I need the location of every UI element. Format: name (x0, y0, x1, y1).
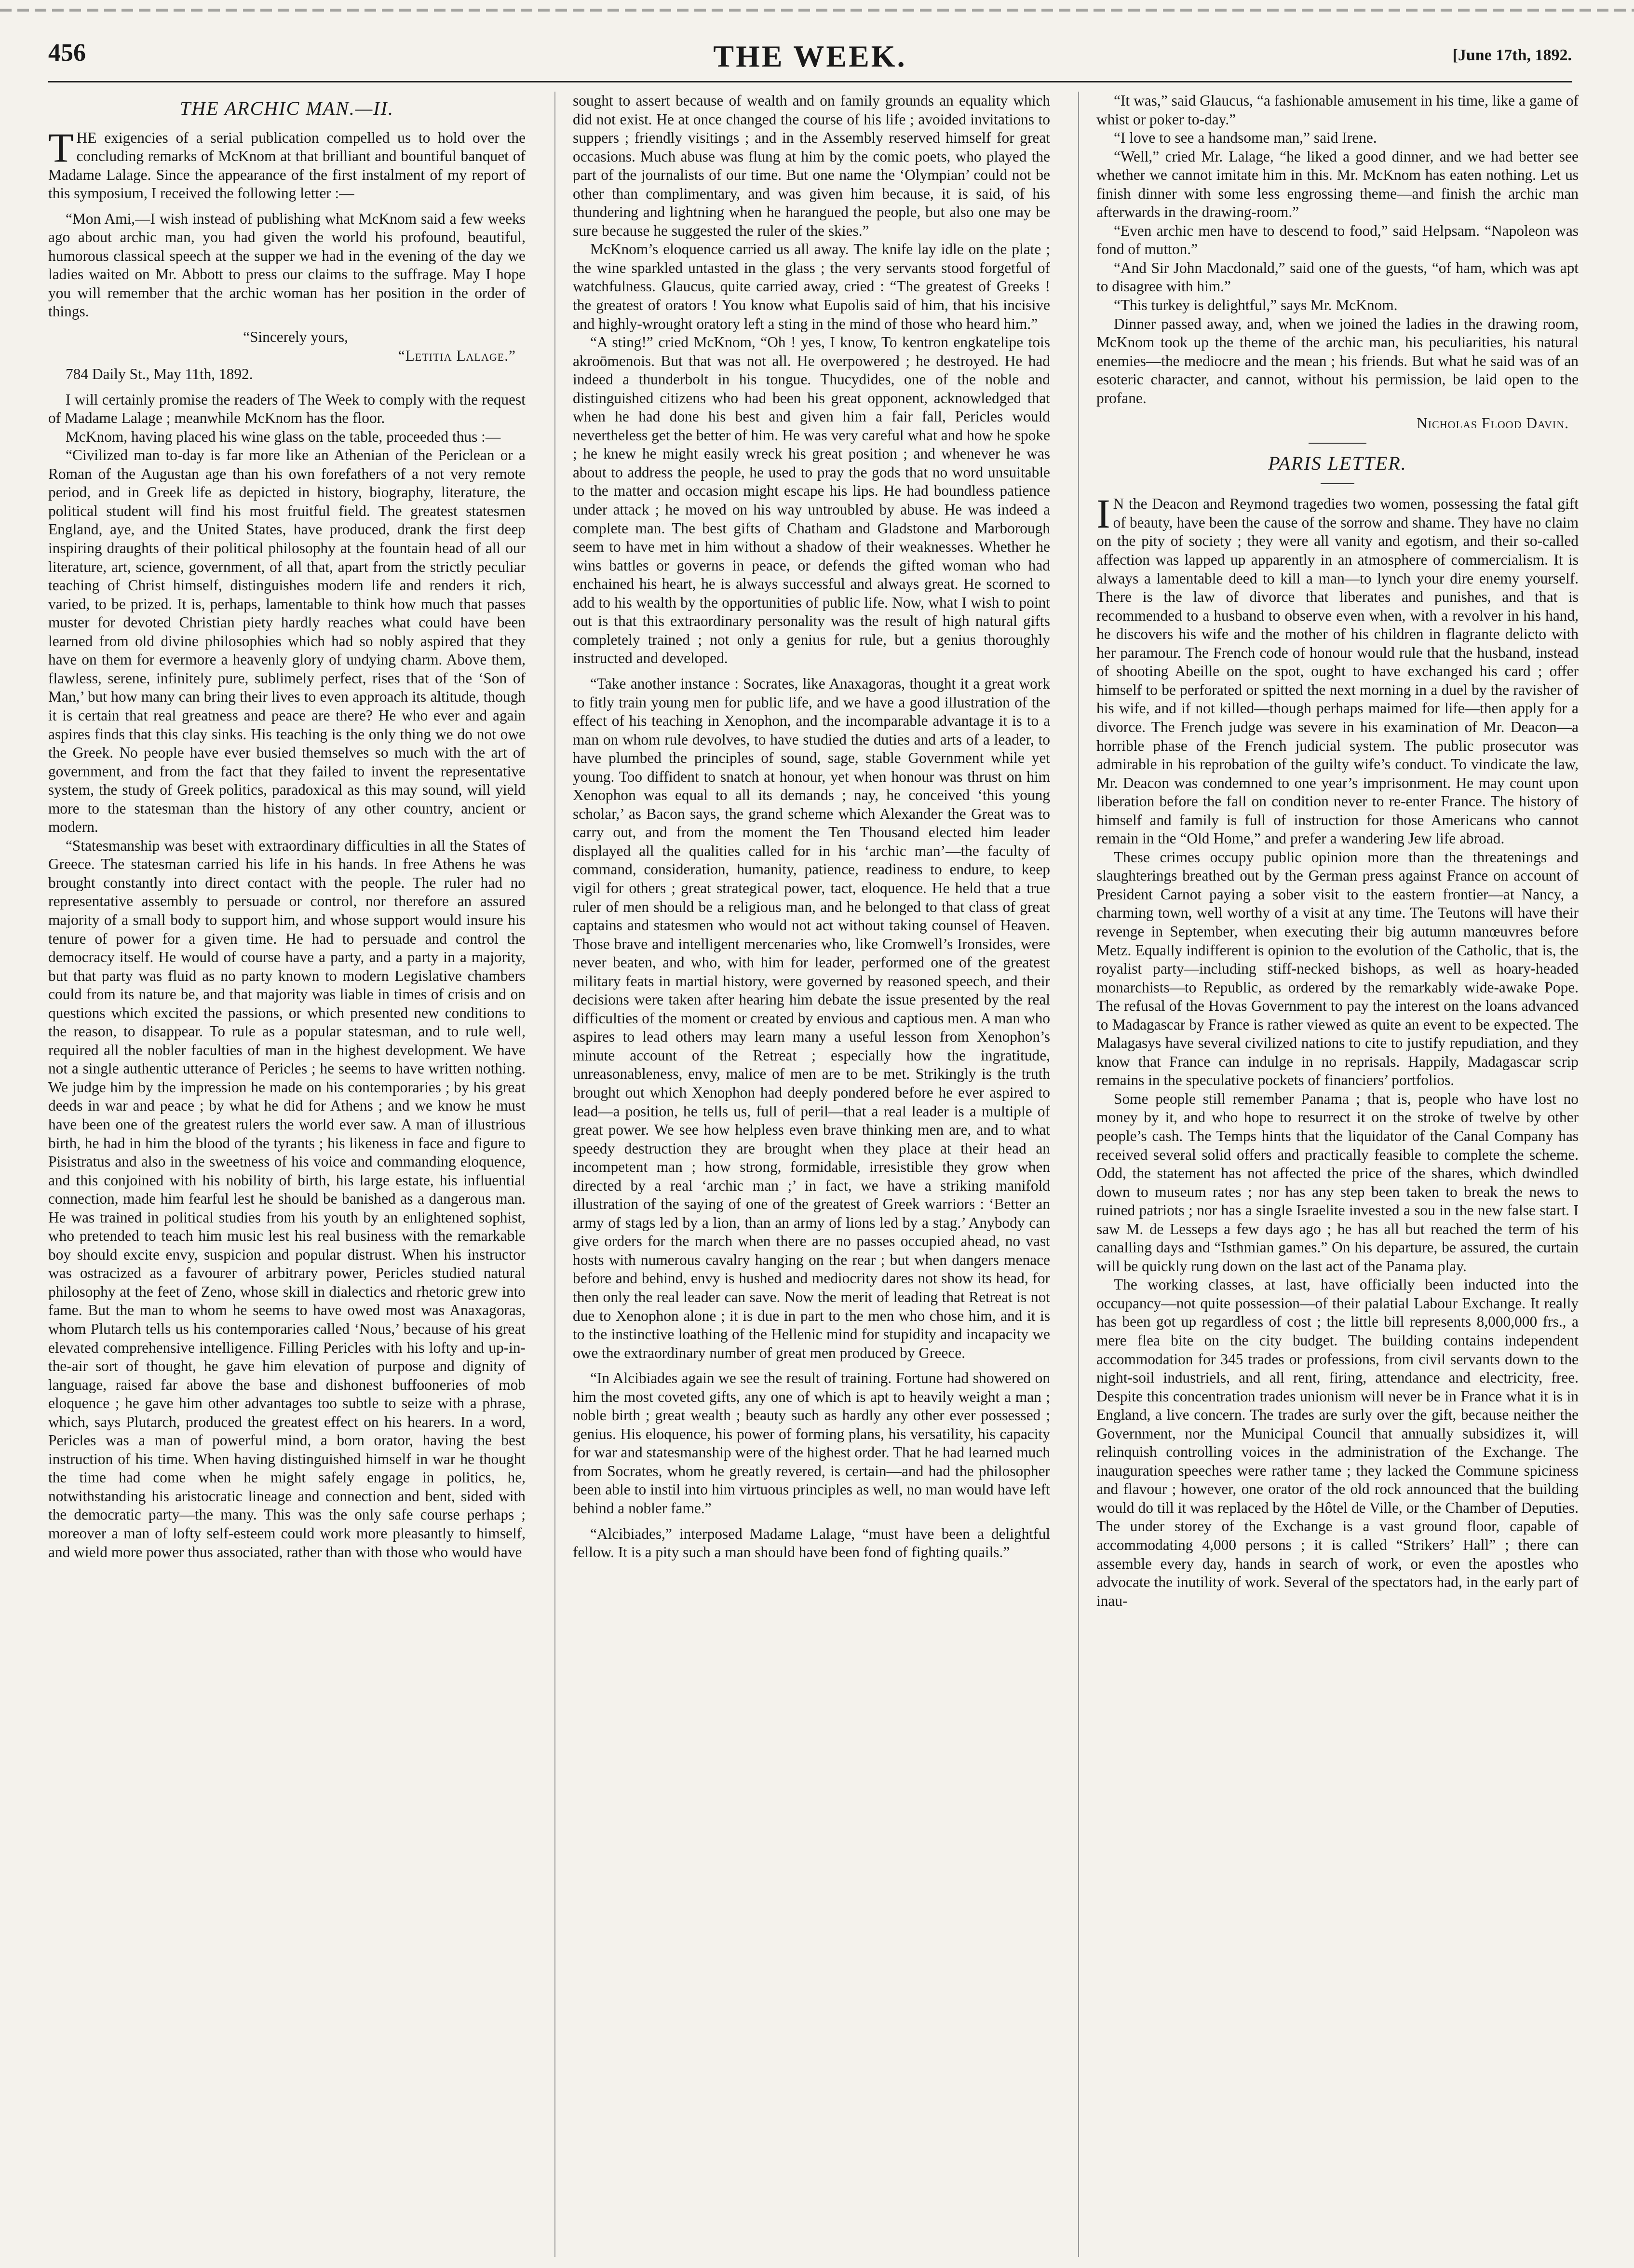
letter-closing: “Sincerely yours, (243, 328, 348, 346)
paragraph: McKnom’s eloquence carried us all away. The knife lay idle on the plate ; the wine sparkled untasted in the glass ; the very servants stood forgetful of watchfulness. Glaucus, quite carried away, cried : “The greatest of Greeks ! the greatest of orators ! You know what Eupolis said of him, that his incisive and highly-wrought oratory left a sting in the mind of those who heard him.” (573, 241, 1050, 332)
column-separator (1078, 92, 1079, 2257)
column-2 (573, 92, 1050, 2257)
paragraph: THE exigencies of a serial publication compelled us to hold over the concluding remarks of McKnom at that brilliant and bountiful banquet of Madame Lalage. Since the appearance of the first instalment of my report of this symposium, I received the following letter :— (48, 124, 526, 202)
article-title: PARIS LETTER. (1268, 452, 1407, 474)
paragraph: “Alcibiades,” interposed Madame Lalage, “must have been a delightful fellow. It is a pity such a man should have been fond of fighting quails.” (573, 1525, 1050, 1561)
paragraph: Some people still remember Panama ; that is, people who have lost no money by it, and who hope to resurrect it on the stroke of twelve by other people’s cash. The Temps hints that the liquidator of the Canal Company has received several solid offers and practically feasible to complete the scheme. Odd, the statement has not affected the price of the shares, which dwindled down to museum rates ; nor has any step been taken to break the news to ruined patriots ; nor has a single Israelite invested a sou in the new false start. I saw M. de Lesseps a few days ago ; he has all but reached the term of his canalling days and “Isthmian games.” On his departure, be assured, the curtain will be quickly rung down on the last act of the Panama play. (1096, 1090, 1579, 1275)
paragraph: IN the Deacon and Reymond tragedies two women, possessing the fatal gift of beauty, have been the cause of the sorrow and shame. They have no claim on the pity of society ; they were all vanity and egotism, and their so-called affection was lapped up apparently in an atmosphere of commercialism. It is always a lamentable deed to kill a man—to lynch your dire enemy yourself. There is the law of divorce that liberates and punishes, and that is recommended to a husband to observe even when, with a revolver in his hand, he discovers his wife and the mother of his children in flagrante delicto with her paramour. The French code of honour would rule that the husband, instead of shooting Abeille on the spot, ought to have exchanged his card ; offer himself to be perforated or spitted the next morning in a duel by the ravisher of his wife, and if not killed—though perhaps maimed for life—then apply for a divorce. The French judge was severe in his examination of Mr. Deacon—a horrible phase of the French judicial system. The public prosecutor was admirable in his reprobation of the guilty wife’s conduct. To vindicate the law, Mr. Deacon was condemned to one year’s imprisonment. He may count upon liberation before the fall on condition never to re-enter France. The history of himself and family is full of instruction for those Americans who cannot remain in the “Old Home,” and prefer a wandering Jew life abroad. (1096, 490, 1579, 847)
paragraph: These crimes occupy public opinion more than the threatenings and slaughterings breathed out by the German press against France on account of President Carnot paying a sober visit to the eastern frontier—at Nancy, a charming town, well worthy of a visit at any time. The Teutons will have their revenge in September, when executing their big autumn manœuvres before Metz. Equally indifferent is opinion to the evolution of the Catholic, that is, the royalist party—including stiff-necked bishops, as well as hoary-headed monarchists—to Republic, as ordered by the remarkably wide-awake Pope. The refusal of the Hovas Government to pay the interest on the loans advanced to Madagascar by France is rather viewed as quite an event to be expected. The Malagasys have several civilized nations to cite to justify repudiation, and they know that France can indulge in no reprisals. Happily, Madagascar scrip remains in the speculative pockets of financiers’ portfolios. (1096, 848, 1579, 1089)
paragraph: “In Alcibiades again we see the result of training. Fortune had showered on him the most coveted gifts, any one of which is apt to heavily weight a man ; noble birth ; great wealth ; beauty such as hardly any other ever possessed ; genius. His eloquence, his power of forming plans, his versatility, his capacity for war and statesmanship were of the highest order. That he had learned much from Socrates, whom he greatly revered, is certain—and had the philosopher been able to instil into him virtuous principles as well, no man would have left behind a nobler fame.” (573, 1370, 1050, 1517)
letter-paragraph: “Mon Ami,—I wish instead of publishing what McKnom said a few weeks ago about archic man, you had given the world his profound, beautiful, humorous classical speech at the supper we had in the evening of the day we ladies waited on Mr. Abbott to press our claims to the suffrage. May I hope you will remember that the archic woman has her position in the order of things. (48, 210, 526, 320)
paragraph: “It was,” said Glaucus, “a fashionable amusement in his time, like a game of whist or poker to-day.” (1096, 92, 1579, 128)
paragraph: “A sting!” cried McKnom, “Oh ! yes, I know, To kentron engkatelipe tois akroōmenois. But that was not all. He overpowered ; he destroyed. He had indeed a thunderbolt in his tongue. Thucydides, one of the noble and distinguished citizens who had been his great opponent, acknowledged that when he had done his best and given him a fair fall, Pericles would nevertheless get the better of him. He was very careful what and how he spoke ; he knew he might easily wreck his great position ; and whenever he was about to address the people, he used to pray the gods that no word unsuitable to the matter and occasion might escape his lips. He had boundless patience under attack ; he moved on his way untroubled by abuse. He was indeed a complete man. The best gifts of Chatham and Gladstone and Marborough seem to have met in him without a shadow of their weaknesses. Whether he wins battles or governs in peace, or defends the gifted woman who had enchained his heart, he is always successful and always great. He scorned to add to his wealth by the opportunities of public life. Now, what I wish to point out is that this extraordinary personality was the result of high natural gifts completely trained ; not only a genius for rule, but a genius thoroughly instructed and developed. (573, 334, 1050, 667)
header-rule (48, 81, 1572, 82)
paragraph: I will certainly promise the readers of The Week to comply with the request of Madame Lalage ; meanwhile McKnom has the floor. (48, 391, 526, 427)
article-title: THE ARCHIC MAN.—II. (180, 97, 394, 119)
paragraph: Dinner passed away, and, when we joined the ladies in the drawing room, McKnom took up the theme of the archic man, his peculiarities, his natural enemies—the mediocre and the mean ; his friends. But what he said was of an esoteric character, and cannot, without his permission, be laid open to the profane. (1096, 315, 1579, 407)
paragraph: McKnom, having placed his wine glass on the table, proceeded thus :— (66, 428, 501, 445)
masthead: THE WEEK. (713, 39, 907, 73)
page-header (48, 39, 1572, 82)
page-number: 456 (48, 39, 86, 67)
section-divider (1309, 443, 1366, 444)
paragraph: sought to assert because of wealth and on family grounds an equality which did not exist. He at once changed the course of his life ; avoided invitations to suppers ; friendly visitings ; and in the Assembly reserved himself for great occasions. Much abuse was flung at him by the comic poets, who played the part of the journalists of our time. But one name the ‘Olympian’ could not be other than complimentary, and was given him because, it is said, of his thundering and lightning when he harangued the people, but also one may be sure because he suggested the ruler of the skies.” (573, 92, 1050, 239)
issue-date: [June 17th, 1892. (1452, 46, 1572, 64)
title-rule (1321, 483, 1354, 484)
paragraph: “And Sir John Macdonald,” said one of the guests, “of ham, which was apt to disagree with him.” (1096, 259, 1579, 295)
paragraph: “I love to see a handsome man,” said Irene. (1114, 129, 1377, 147)
paragraph: “Civilized man to-day is far more like an Athenian of the Periclean or a Roman of the Augustan age than his own forefathers of a not very remote period, and in Greek life as depicted in history, biography, literature, the political student will find his most fruitful field. The greatest statesmen England, aye, and the United States, have produced, drank the first deep inspiring draughts of their political philosophy at the fountain head of all our literature, art, science, government, of all that, apart from the strictly peculiar teaching of Christ himself, distinguishes modern life and renders it rich, varied, to be prized. It is, perhaps, lamentable to think how much that passes muster for devoted Christian piety hardly reaches what could have been learned from old divine philosophies which had so nobly aspired that they have on them for evermore a heavenly glory of undying charm. Above them, flawless, serene, infinitely pure, sublimely perfect, rises that of the ‘Son of Man,’ but how many can bring their lives to even approach its altitude, though it is certain that real greatness and peace are there? He who ever and again aspires finds that this clay sinks. His teaching is the only thing we do not owe the Greek. No people have ever busied themselves so much with the art of government, and from the fact that they failed to invent the representative system, the study of Greek politics, paradoxical as this may sound, will yield more to the statesman than the history of any other country, ancient or modern. (48, 447, 526, 836)
paragraph: “This turkey is delightful,” says Mr. McKnom. (1114, 297, 1398, 314)
column-1 (48, 92, 526, 2257)
paragraph: The working classes, at last, have officially been inducted into the occupancy—not quite possession—of their palatial Labour Exchange. It really has been got up regardless of cost ; the little bill represents 8,000,000 frs., a mere flea bite on the city budget. The building contains independent accommodation for 345 trades or professions, from civil servants down to the night-soil industriels, and all rent, firing, attendance and electricity, free. Despite this concentration trades unionism will never be in France what it is in England, a live concern. The trades are surly over the gift, because neither the Government, nor the Municipal Council that annually subsidizes it, will relinquish controlling voices in the administration of the Exchange. The inauguration speeches were rather tame ; they lacked the Commune spiciness and flavour ; however, one orator of the old rock announced that the building would do till it was replaced by the Hôtel de Ville, or the Chamber of Deputies. The under storey of the Exchange is a vast ground floor, capable of accommodating 4,000 persons ; it is called “Strikers’ Hall” ; there can assemble every day, hands in search of work, or even the apostles who advocate the inutility of work. Several of the spectators had, in the early part of inau- (1096, 1276, 1579, 1609)
column-separator (554, 92, 555, 2257)
letter-address: 784 Daily St., May 11th, 1892. (66, 366, 253, 383)
paragraph: “Take another instance : Socrates, like Anaxagoras, thought it a great work to fitly train young men for public life, and we have a good illustration of the effect of his teaching in Xenophon, and the incomparable advantage it is to a man on whom rule devolves, to have studied the duties and arts of a leader, to have plumbed the principles of sound, sage, stable Government while yet young. Too diffident to snatch at honour, yet when honour was thrust on him Xenophon was equal to all its demands ; nay, he conceived ‘this young scholar,’ as Bacon says, the grand scheme which Alexander the Great was to carry out, and from the moment the Ten Thousand elected him leader displayed all the qualities called for in his ‘archic man’—the faculty of command, consideration, humanity, patience, readiness to endure, to keep vigil for others ; great strategical power, tact, eloquence. He held that a true ruler of men should be a religious man, and he belonged to that class of great captains and statesmen who would not act without taking counsel of Heaven. Those brave and intelligent mercenaries who, like Cromwell’s Ironsides, were never beaten, and who, with him for leader, performed one of the greatest military feats in martial history, were governed by reasoned speech, and their decisions were taken after hearing him debate the issue presented by the real difficulties of the moment or created by envious and captious men. A man who aspires to lead others may learn many a useful lesson from Xenophon’s minute account of the Retreat ; especially how the ingratitude, unreasonableness, envy, malice of men are to be met. Strikingly is the truth brought out which Xenophon had deeply pondered before he ever aspired to lead—a position, he tells us, full of peril—that a real leader is a multiple of great power. We see how helpless even brave thinking men are, and to what speedy destruction they are brought when they place at their head an incompetent man ; how strong, formidable, irresistible they grow when directed by a real ‘archic man ;’ in fact, we have a striking manifold illustration of the saying of one of the greatest of Greek warriors : ‘Better an army of stags led by a lion, than an army of lions led by a stag.’ Anybody can give orders for the march when there are no passes occupied ahead, no vast hosts with numerous cavalry hanging on the rear ; but when dangers menace before and behind, envy is hushed and mediocrity dares not show its head, for then only the real leader can save. Now the merit of leading that Retreat is not due to Xenophon alone ; it is due in part to the men who chose him, and it is to the instinctive loathing of the Hellenic mind for stupidity and incapacity we owe the extraordinary number of great men produced by Greece. (573, 675, 1050, 1361)
paragraph: “Statesmanship was beset with extraordinary difficulties in all the States of Greece. The statesman carried his life in his hands. In free Athens he was brought constantly into direct contact with the people. The ruler had no representative assembly to persuade or control, nor therefore an assured majority of a small body to support him, and whose support would insure his tenure of power for a given time. He had to persuade and control the democracy itself. He would of course have a party, and a party in a majority, but that party was fluid as no party known to modern Legislative chambers could from its nature be, and that majority was liable in times of crisis and on questions which excited the passions, or which presented new conditions to the reason, to disappear. To rule as a popular statesman, and to rule well, required all the nobler faculties of man in the highest development. We have not a single authentic utterance of Pericles ; he seems to have written nothing. We judge him by the impression he made on his contemporaries ; by his great deeds in war and peace ; by what he did for Athens ; and we know he must have been one of the greatest rulers the world ever saw. A man of illustrious birth, he had in him the blood of the tyrants ; his likeness in face and figure to Pisistratus and also in the sweetness of his voice and commanding eloquence, and this conjoined with his nobility of birth, his large estate, his influential connection, made him fearful lest he should be banished as a dangerous man. He was trained in political studies from his youth by an enlightened sophist, who pretended to teach him music lest his real business with the remarkable boy should excite envy, suspicion and popular distrust. When his instructor was ostracized as a favourer of arbitrary power, Pericles studied natural philosophy at the feet of Zeno, whose skill in dialectics and rhetoric grew into fame. But the man to whom he seems to have owed most was Anaxagoras, whom Plutarch tells us his contemporaries called ‘Nous,’ because of his great elevated comprehensive intelligence. Filling Pericles with his lofty and up-in-the-air sort of thought, he gave him elevation of purpose and dignity of language, raised far above the base and dishonest buffooneries of mob eloquence ; he gave him other advantages too subtle to seize with a phrase, which, says Plutarch, produced the greatest effect on his hearers. In a word, Pericles was a man of powerful mind, a born orator, having the best instruction of his time. When having distinguished himself in war he thought the time had come when he might safely engage in politics, he, notwithstanding his aristocratic lineage and connection and bent, sided with the democratic party—the many. This was the only safe course perhaps ; moreover a man of lofty self-esteem could work more pleasantly to himself, and wield more power thus associated, rather than with those who would have (48, 837, 526, 1561)
column-3 (1096, 92, 1579, 2257)
paragraph: “Even archic men have to descend to food,” said Helpsam. “Napoleon was fond of mutton.” (1096, 222, 1579, 258)
top-border-rule (0, 9, 1634, 12)
author-signature: Nicholas Flood Davin. (1417, 415, 1569, 432)
paragraph: “Well,” cried Mr. Lalage, “he liked a good dinner, and we had better see whether we cannot imitate him in this. Mr. McKnom has eaten nothing. Let us finish dinner with some less engrossing theme—and finish the archic man afterwards in the drawing-room.” (1096, 148, 1579, 221)
letter-signature: “Letitia Lalage.” (398, 347, 516, 364)
